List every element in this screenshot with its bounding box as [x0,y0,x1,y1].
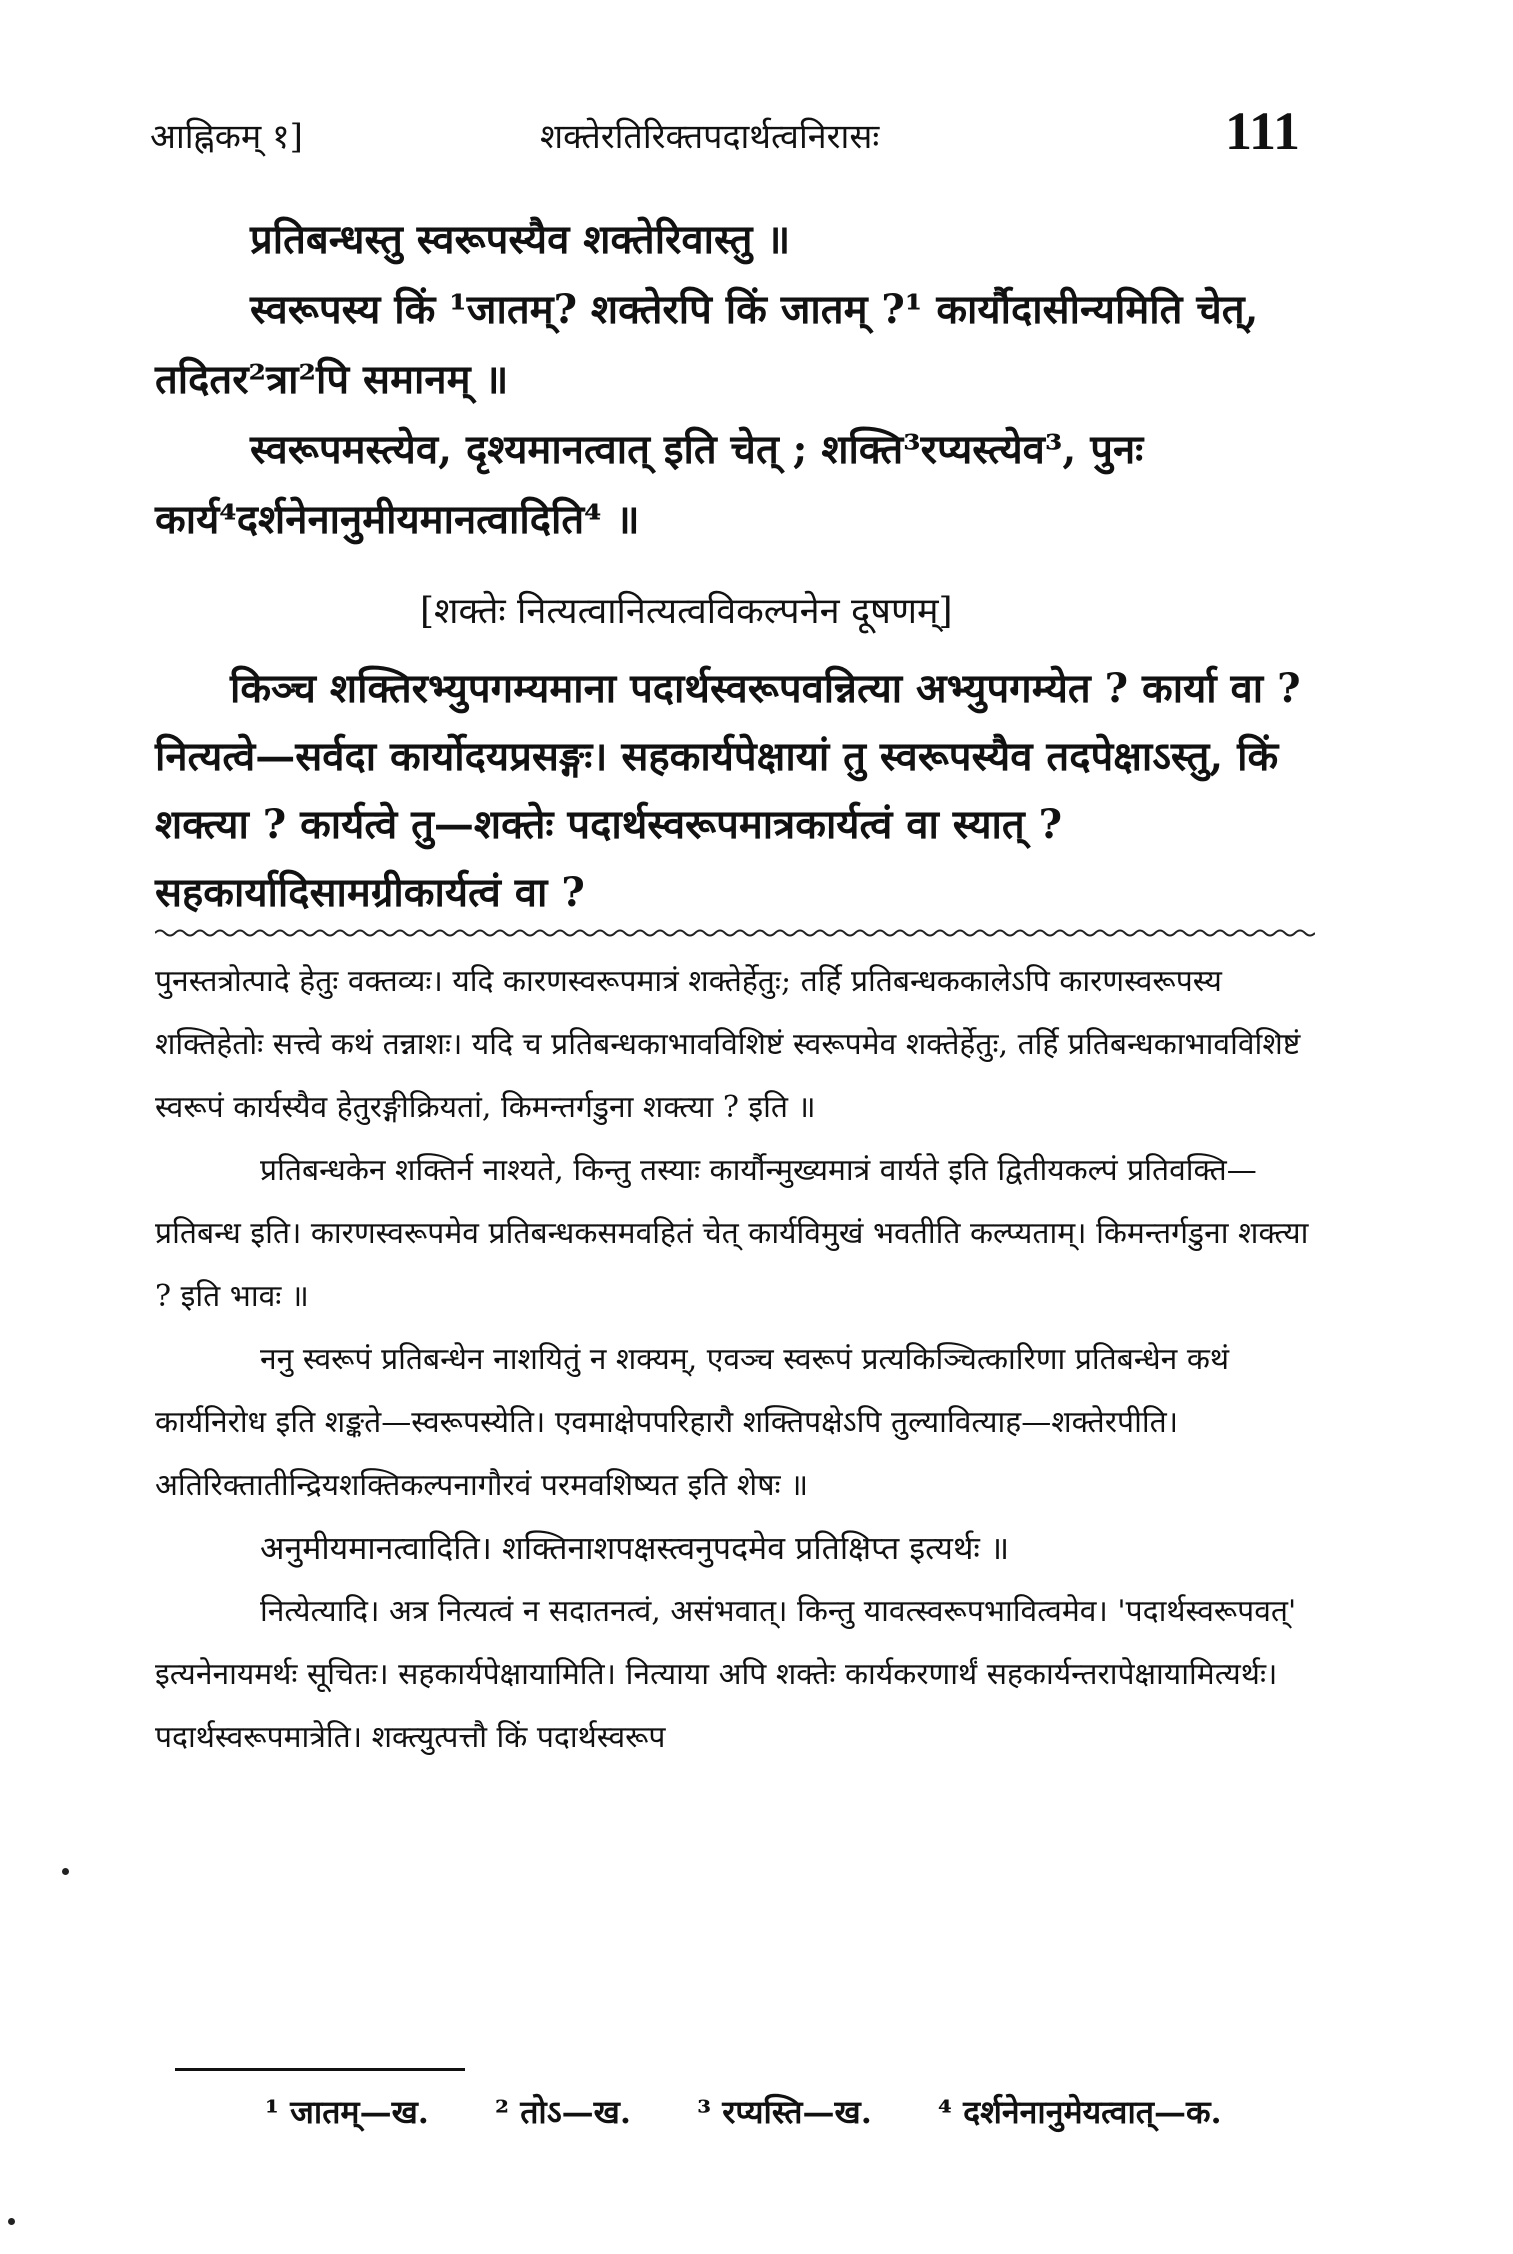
commentary-paragraph-5: नित्येत्यादि। अत्र नित्यत्वं न सदातनत्वं, असंभवात्। किन्तु यावत्स्वरूपभावित्वमेव। 'पदार्थस्वरूपवत्' इत्यनेनायमर्थः सूचितः। सहकार्यपेक्षायामिति। नित्याया अपि शक्तेः कार्यकरणार्थं सहकार्यन्तरापेक्षायामित्यर्थः। पदार्थस्वरूपमात्रेति। शक्त्युत्पत्तौ किं पदार्थस्वरूप [155,1594,1297,1755]
main-text-block-2 [155,655,1325,927]
commentary-paragraph-2: प्रतिबन्धकेन शक्तिर्न नाश्यते, किन्तु तस्याः कार्यौन्मुख्यमात्रं वार्यते इति द्वितीयकल्पं प्रतिवक्ति—प्रतिबन्ध इति। कारणस्वरूपमेव प्रतिबन्धकसमवहितं चेत् कार्यविमुखं भवतीति कल्प्यताम्। किमन्तर्गडुना शक्त्या ? इति भावः ॥ [155,1153,1309,1314]
footnote-2: ² तोऽ—ख. [495,2093,631,2131]
header-title: शक्तेरतिरिक्तपदार्थत्वनिरासः [540,117,880,157]
header-chapter: आह्निकम् १] [150,117,303,157]
page-number: 111 [1225,101,1301,161]
commentary-paragraph-4: अनुमीयमानत्वादिति। शक्तिनाशपक्षस्त्वनुपदमेव प्रतिक्षिप्त इत्यर्थः ॥ [260,1529,1010,1567]
main-line-3: स्वरूपमस्त्येव, दृश्यमानत्वात् इति चेत् ; शक्ति³रप्यस्त्येव³, पुनः कार्य⁴दर्शनेनानुमीयमानत्वादिति⁴ ॥ [155,426,1144,543]
commentary-paragraph-3: ननु स्वरूपं प्रतिबन्धेन नाशयितुं न शक्यम्, एवञ्च स्वरूपं प्रत्यकिञ्चित्कारिणा प्रतिबन्धेन कथं कार्यनिरोध इति शङ्कते—स्वरूपस्येति। एवमाक्षेपपरिहारौ शक्तिपक्षेऽपि तुल्यावित्याह—शक्तेरपीति। अतिरिक्तातीन्द्रियशक्तिकल्पनागौरवं परमवशिष्यत इति शेषः ॥ [155,1342,1230,1503]
margin-speck [8,2218,15,2225]
wavy-divider [155,928,1315,938]
margin-speck [62,1868,69,1875]
section-heading: [शक्तेः नित्यत्वानित्यत्वविकल्पनेन दूषणम्] [420,591,953,632]
commentary-paragraph-1: पुनस्तत्रोत्पादे हेतुः वक्तव्यः। यदि कारणस्वरूपमात्रं शक्तेर्हेतुः; तर्हि प्रतिबन्धककालेऽपि कारणस्वरूपस्य शक्तिहेतोः सत्त्वे कथं तन्नाशः। यदि च प्रतिबन्धकाभावविशिष्टं स्वरूपमेव शक्तेर्हेतुः, तर्हि प्रतिबन्धकाभावविशिष्टं स्वरूपं कार्यस्यैव हेतुरङ्गीक्रियतां, किमन्तर्गडुना शक्त्या ? इति ॥ [155,964,1301,1125]
commentary-block [155,950,1320,1769]
main-text-block [155,205,1320,555]
main-paragraph: किञ्च शक्तिरभ्युपगम्यमाना पदार्थस्वरूपवन्नित्या अभ्युपगम्येत ? कार्या वा ? नित्यत्वे—सर्वदा कार्योदयप्रसङ्गः। सहकार्यपेक्षायां तु स्वरूपस्यैव तदपेक्षाऽस्तु, किं शक्त्या ? कार्यत्वे तु—शक्तेः पदार्थस्वरूपमात्रकार्यत्वं वा स्यात् ? सहकार्यादिसामग्रीकार्यत्वं वा ? [155,665,1301,916]
footnote-3: ³ रप्यस्ति—ख. [697,2093,872,2131]
footnote-1: ¹ जातम्—ख. [265,2093,429,2131]
main-line-2: स्वरूपस्य किं ¹जातम्? शक्तेरपि किं जातम् ?¹ कार्यौदासीन्यमिति चेत्, तदितर²त्रा²पि समानम् ॥ [155,286,1259,403]
footnote-rule [175,2068,465,2071]
main-line-1: प्रतिबन्धस्तु स्वरूपस्यैव शक्तेरिवास्तु ॥ [250,216,791,263]
footnotes [265,2090,1277,2133]
footnote-4: ⁴ दर्शनेनानुमेयत्वात्—क. [938,2093,1222,2131]
